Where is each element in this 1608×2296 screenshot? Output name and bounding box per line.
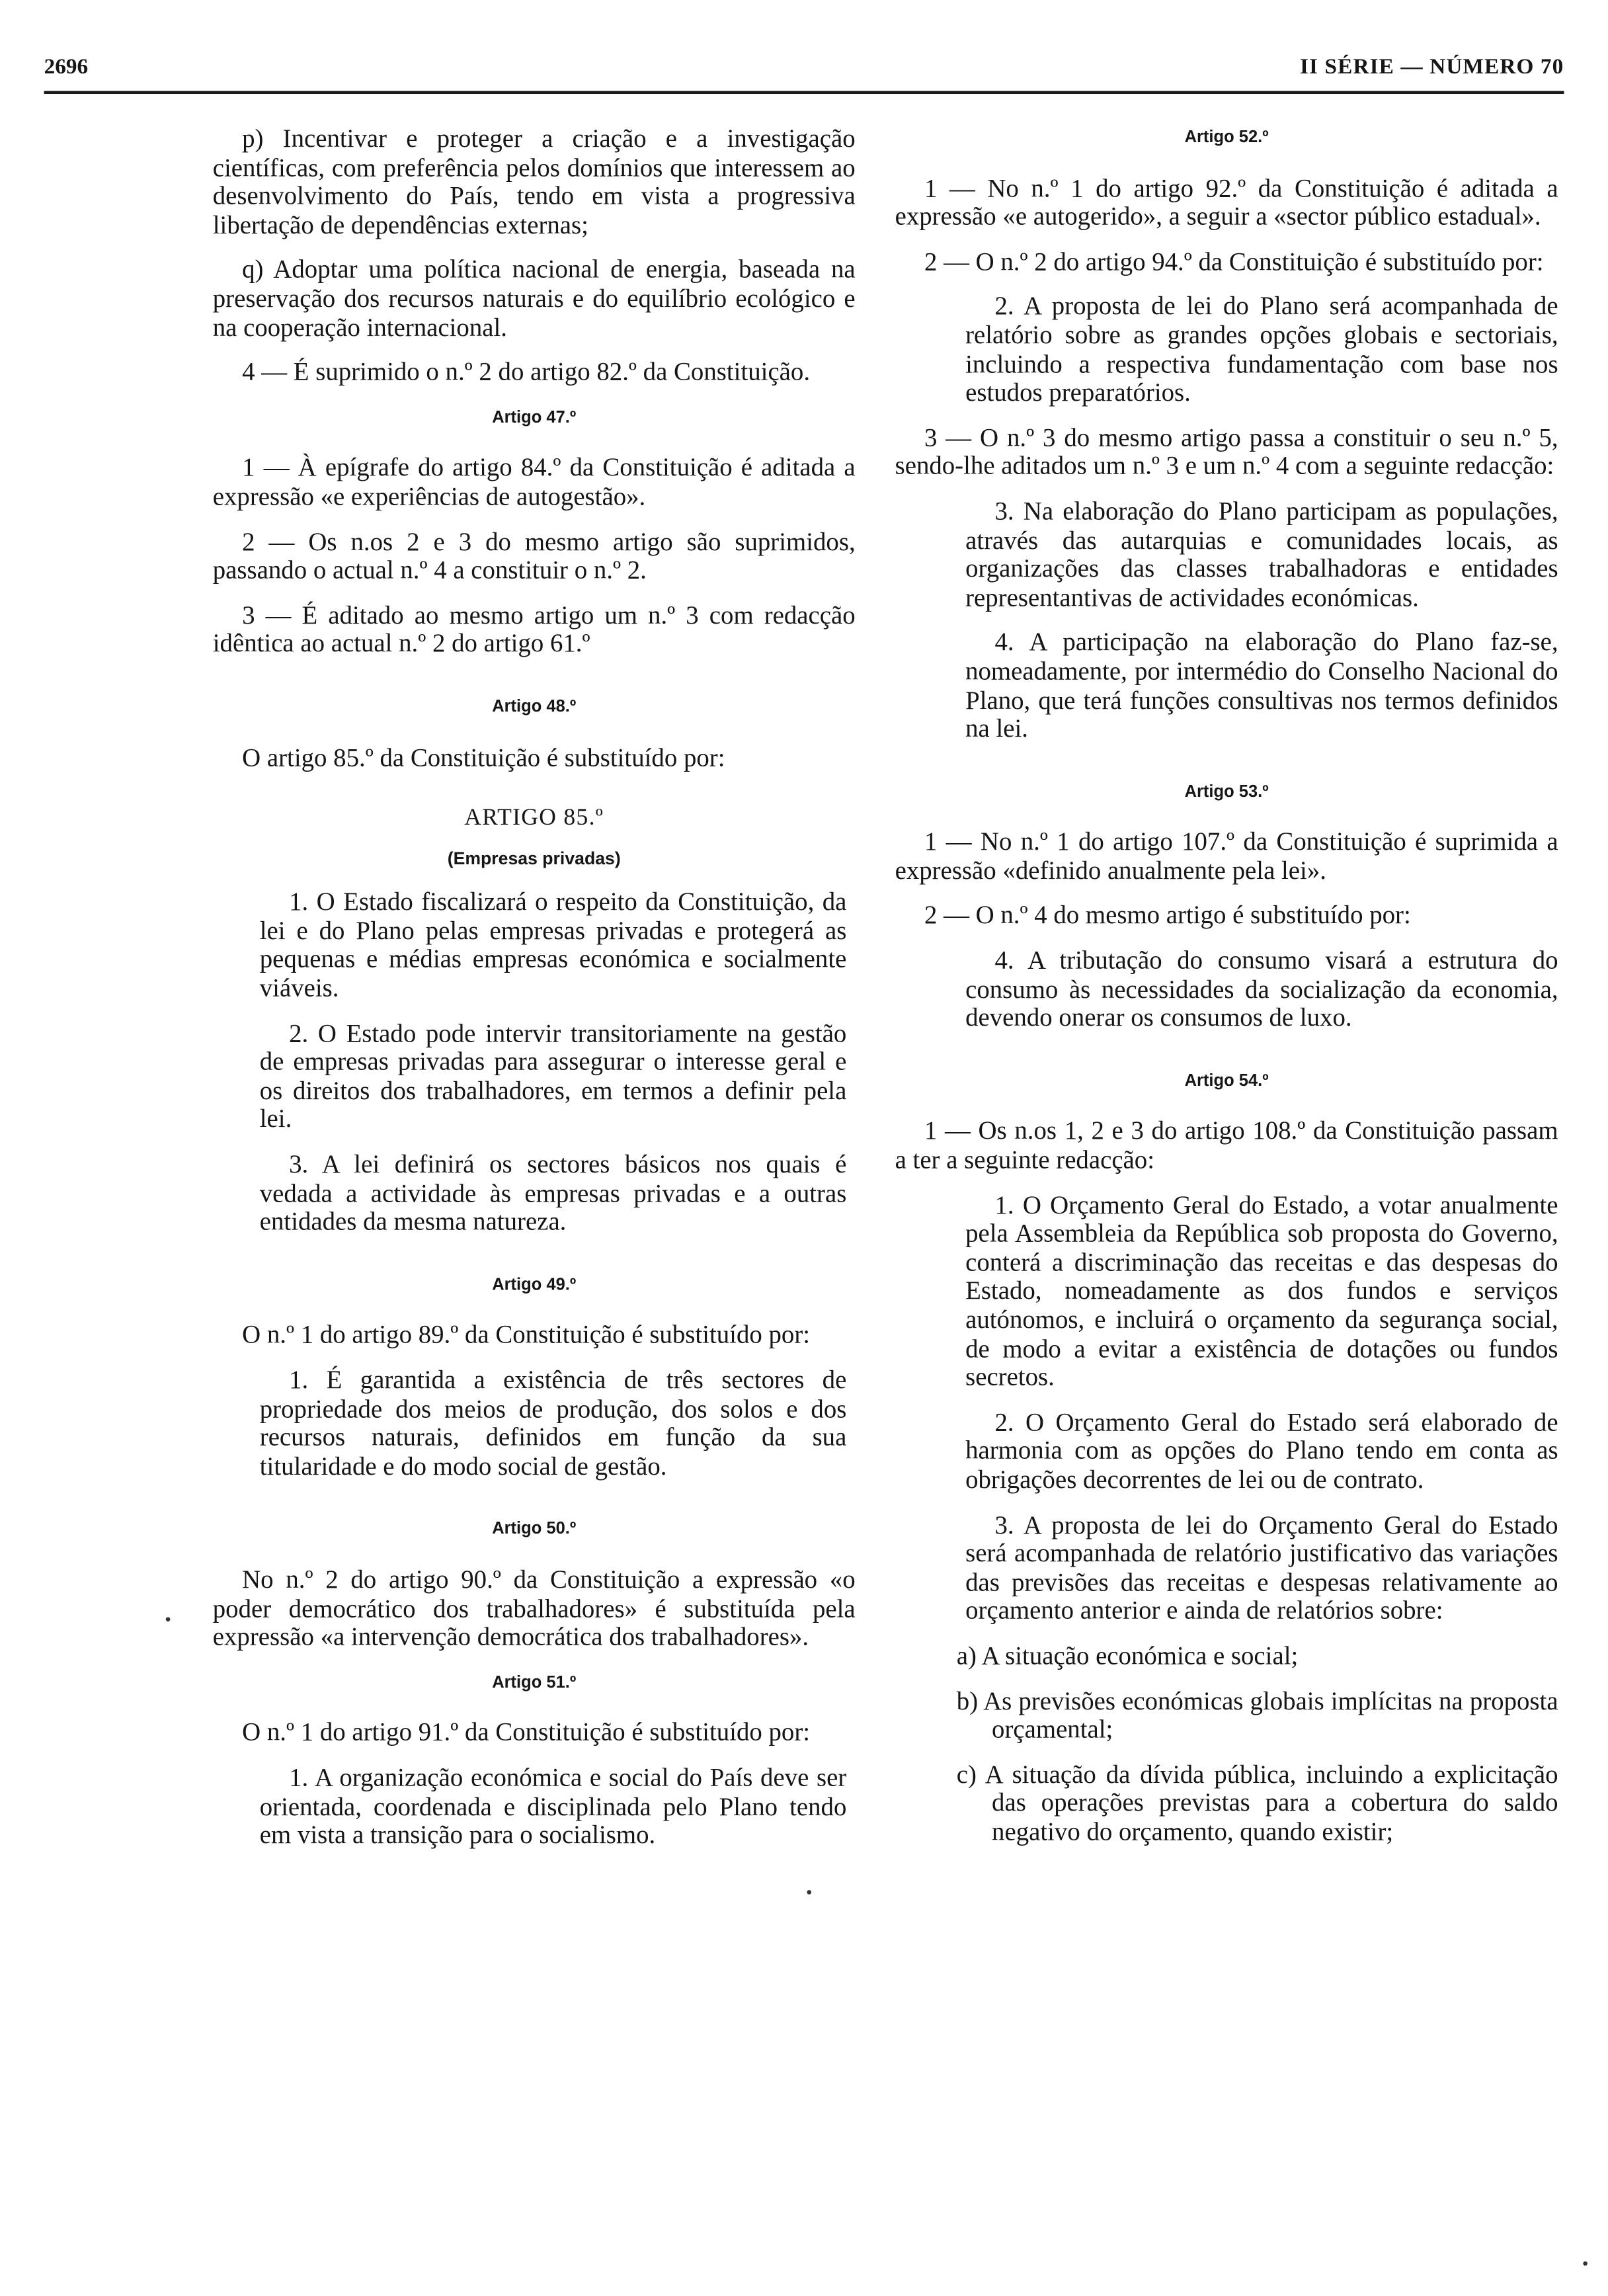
- article-49-q1: 1. É garantida a existência de três sectores de propriedade dos meios de produção, dos solos e dos recursos naturais, definidos em função da sua titularidade e do modo social de gestão.: [259, 1364, 847, 1481]
- left-column: [213, 125, 856, 1866]
- series-label: II SÉRIE — NÚMERO 70: [1299, 56, 1564, 79]
- article-52-p2: 2 — O n.º 2 do artigo 94.º da Constituição é substituído por:: [924, 246, 1544, 276]
- article-47-p2: 2 — Os n.os 2 e 3 do mesmo artigo são suprimidos, passando o actual n.º 4 a constituir o n.º 2.: [212, 526, 856, 585]
- article-51-p1: O n.º 1 do artigo 91.º da Constituição é substituído por:: [242, 1717, 811, 1747]
- article-48-title: Artigo 48.º: [492, 698, 577, 716]
- article-85-q1: 1. O Estado fiscalizará o respeito da Constituição, da lei e do Plano pelas empresas privadas e protegerá as pequenas e médias empresas económica e socialmente viáveis.: [259, 886, 847, 1003]
- article-52-q3: 3. Na elaboração do Plano participam as populações, através das autarquias e comunidades locais, as organizações das classes trabalhadoras e entidades representantivas de actividades económicas.: [965, 495, 1558, 612]
- article-51-q1: 1. A organização económica e social do País deve ser orientada, coordenada e disciplinada pelo Plano tendo em vista a transição para o socialismo.: [259, 1762, 847, 1850]
- article-53-p1: 1 — No n.º 1 do artigo 107.º da Constituição é suprimida a expressão «definido anualmente pela lei».: [895, 826, 1558, 885]
- article-54-item-b: b) As previsões económicas globais implícitas na proposta orçamental;: [956, 1685, 1558, 1744]
- article-85-heading: ARTIGO 85.º: [464, 805, 604, 831]
- article-53-title: Artigo 53.º: [1184, 783, 1269, 801]
- article-47-p1: 1 — À epígrafe do artigo 84.º da Constituição é aditada a expressão «e experiências de autogestão».: [212, 452, 856, 511]
- article-50-title: Artigo 50.º: [492, 1520, 577, 1539]
- right-column: [895, 125, 1558, 1863]
- item-q: q) Adoptar uma política nacional de energia, baseada na preservação dos recursos naturais e do equilíbrio ecológico e na cooperação internacional.: [212, 254, 856, 342]
- paragraph-4: 4 — É suprimido o n.º 2 do artigo 82.º da Constituição.: [242, 356, 811, 386]
- article-85-subtitle: (Empresas privadas): [447, 847, 621, 868]
- article-54-item-a: a) A situação económica e social;: [956, 1640, 1299, 1670]
- article-85-q3: 3. A lei definirá os sectores básicos nos quais é vedada a actividade às empresas privadas e a outras entidades da mesma natureza.: [259, 1149, 847, 1236]
- article-85-q2: 2. O Estado pode intervir transitoriamente na gestão de empresas privadas para assegurar o interesse geral e os direitos dos trabalhadores, em termos a definir pela lei.: [259, 1018, 847, 1134]
- item-p: p) Incentivar e proteger a criação e a investigação científicas, com preferência pelos domínios que interessem ao desenvolvimento do País, tendo em vista a progressiva libertação de dependências externas;: [212, 123, 856, 239]
- article-49-title: Artigo 49.º: [492, 1276, 577, 1294]
- article-50-p1: No n.º 2 do artigo 90.º da Constituição a expressão «o poder democrático dos trabalhadores» é substituída pela expressão «a intervenção democrática dos trabalhadores».: [212, 1564, 856, 1651]
- article-52-q4: 4. A participação na elaboração do Plano faz-se, nomeadamente, por intermédio do Conselho Nacional do Plano, que terá funções consultivas nos termos definidos na lei.: [965, 627, 1558, 743]
- article-54-q3: 3. A proposta de lei do Orçamento Geral do Estado será acompanhada de relatório justificativo das variações das previsões das receitas e despesas relativamente ao orçamento anterior e ainda de relatórios sobre:: [965, 1509, 1558, 1625]
- article-54-q2: 2. O Orçamento Geral do Estado será elaborado de harmonia com as opções do Plano tendo em conta as obrigações decorrentes de lei ou de contrato.: [965, 1407, 1558, 1494]
- article-53-p2: 2 — O n.º 4 do mesmo artigo é substituído por:: [924, 900, 1411, 930]
- page-number: 2696: [44, 56, 89, 79]
- article-54-item-c: c) A situação da dívida pública, incluindo a explicitação das operações previstas para a cobertura do saldo negativo do orçamento, quando existir;: [956, 1758, 1558, 1846]
- article-47-title: Artigo 47.º: [492, 409, 577, 427]
- article-48-p1: O artigo 85.º da Constituição é substituído por:: [242, 741, 725, 772]
- article-49-p1: O n.º 1 do artigo 89.º da Constituição é substituído por:: [242, 1319, 811, 1350]
- article-54-p1: 1 — Os n.os 1, 2 e 3 do artigo 108.º da Constituição passam a ter a seguinte redacção:: [895, 1116, 1558, 1174]
- article-54-title: Artigo 54.º: [1184, 1072, 1269, 1090]
- article-52-q2: 2. A proposta de lei do Plano será acompanhada de relatório sobre as grandes opções globais e sectoriais, incluindo a respectiva fundamentação com base nos estudos preparatórios.: [965, 291, 1558, 407]
- article-54-q1: 1. O Orçamento Geral do Estado, a votar anualmente pela Assembleia da República sob proposta do Governo, conterá a discriminação das receitas e das despesas do Estado, nomeadamente as dos fundos e serviços autónomos, e incluirá o orçamento da segurança social, de modo a evitar a existência de dotações ou fundos secretos.: [965, 1189, 1558, 1392]
- header-rule: [44, 91, 1564, 94]
- scan-speck: [166, 1617, 171, 1621]
- article-52-p1: 1 — No n.º 1 do artigo 92.º da Constituição é aditada a expressão «e autogerido», a seguir a «sector público estadual».: [895, 172, 1558, 231]
- article-52-title: Artigo 52.º: [1184, 129, 1269, 147]
- article-52-p3: 3 — O n.º 3 do mesmo artigo passa a constituir o seu n.º 5, sendo-lhe aditados um n.º 3 e um n.º 4 com a seguinte redacção:: [895, 422, 1558, 481]
- article-51-title: Artigo 51.º: [492, 1674, 577, 1692]
- scan-speck: [1583, 2261, 1588, 2266]
- article-47-p3: 3 — É aditado ao mesmo artigo um n.º 3 com redacção idêntica ao actual n.º 2 do artigo 61.º: [212, 599, 856, 658]
- scan-speck: [807, 1890, 811, 1895]
- article-53-q4: 4. A tributação do consumo visará a estrutura do consumo às necessidades da socialização da economia, devendo onerar os consumos de luxo.: [965, 945, 1558, 1032]
